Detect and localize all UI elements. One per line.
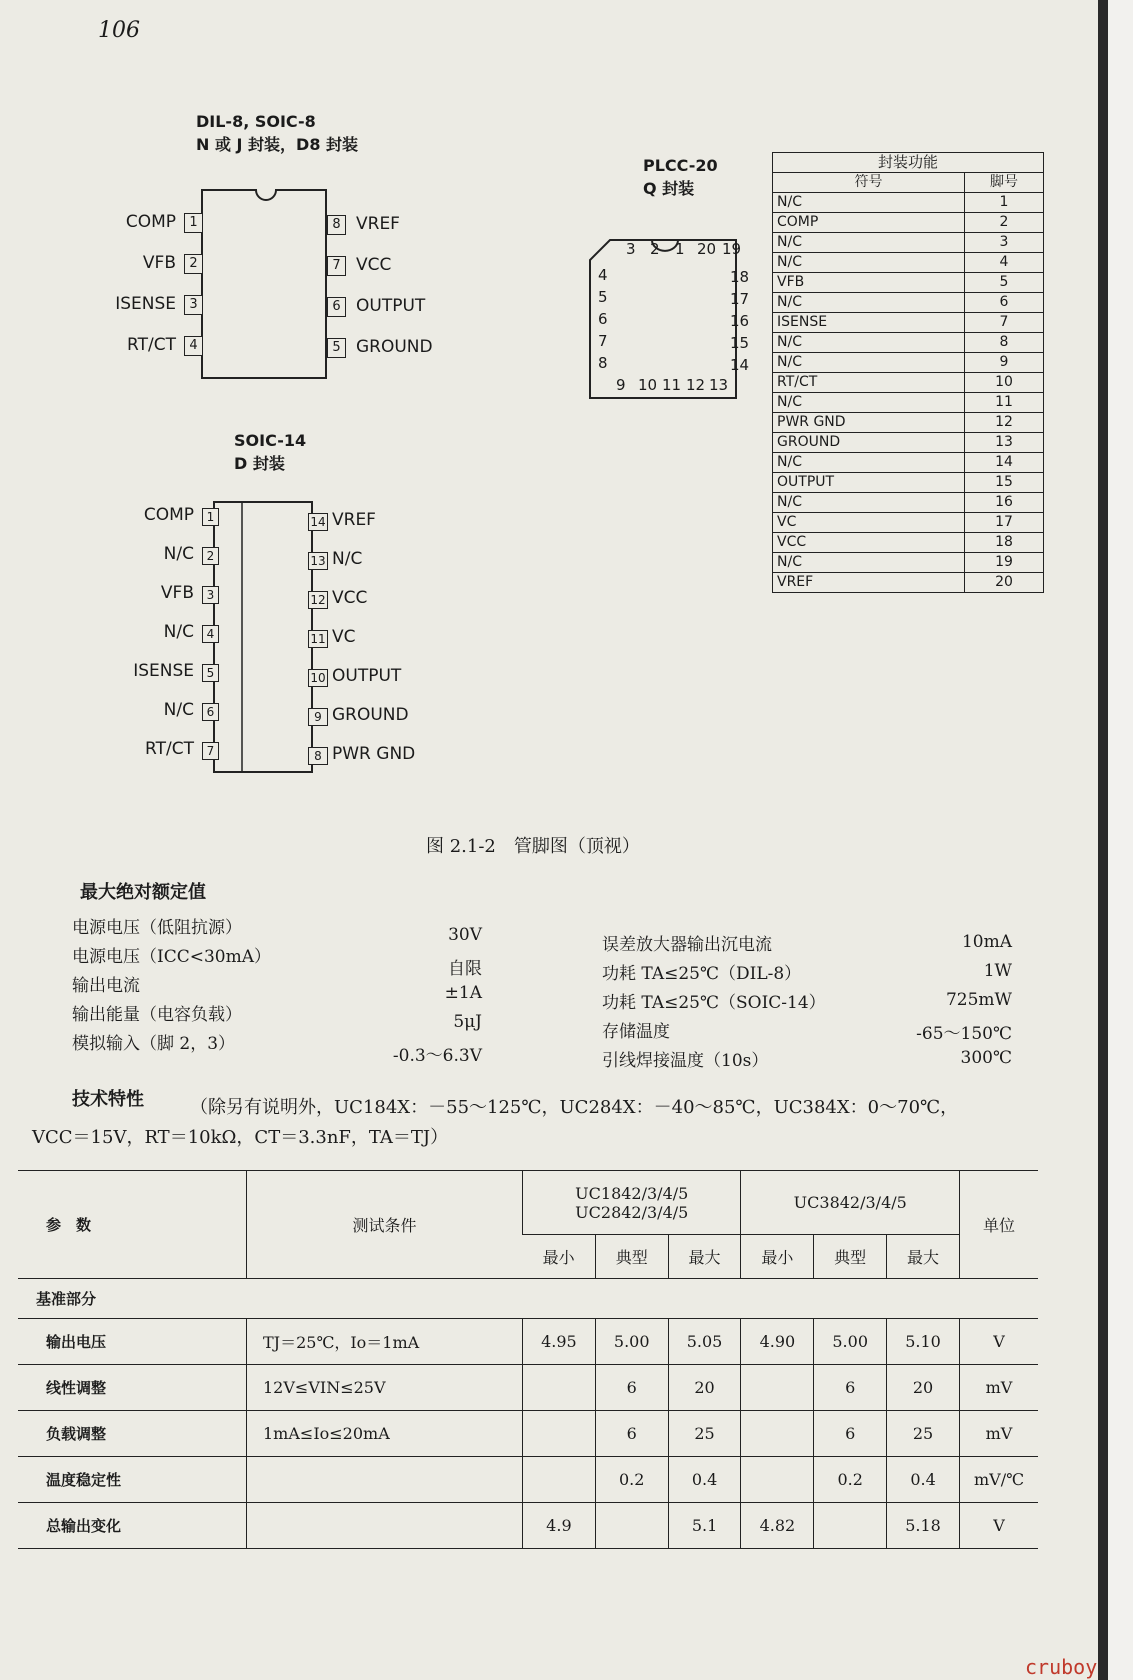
pin-table-row <box>773 193 1044 213</box>
spec-row <box>18 1411 1038 1457</box>
spec-section-label: 基准部分 <box>18 1279 1038 1319</box>
max-rating-label: 存储温度 <box>602 1022 670 1042</box>
plcc20-heading-line2: Q 封装 <box>643 179 695 198</box>
pin-table-row <box>773 553 1044 573</box>
soic14-pin-label: VREF <box>332 510 376 530</box>
spec-value-g2-max: 0.4 <box>887 1457 960 1503</box>
dil8-pin-number: 5 <box>327 338 346 358</box>
soic14-package-outline <box>212 500 316 774</box>
max-rating-value: 5μJ <box>453 1012 482 1032</box>
pin-table-symbol: N/C <box>773 293 965 313</box>
plcc20-pin-number: 7 <box>598 332 608 350</box>
max-rating-value: 自限 <box>448 959 482 979</box>
pin-table-symbol: N/C <box>773 553 965 573</box>
dil8-pin-number: 6 <box>327 297 346 317</box>
soic14-pin-number: 14 <box>308 513 328 531</box>
dil8-pin-number: 2 <box>184 254 203 274</box>
max-rating-label: 电源电压（ICC<30mA） <box>72 947 272 967</box>
plcc20-pin-number: 5 <box>598 288 608 306</box>
pin-table-pin: 10 <box>965 373 1044 393</box>
pin-table-symbol: N/C <box>773 453 965 473</box>
spec-value-g1-max: 20 <box>668 1365 741 1411</box>
dil8-pin-number: 1 <box>184 213 203 233</box>
spec-value-g1-max: 0.4 <box>668 1457 741 1503</box>
pin-function-table <box>772 152 1044 593</box>
tech-conditions-line1: （除另有说明外，UC184X：－55～125℃，UC284X：－40～85℃，UC384X：0～70℃， <box>190 1097 959 1118</box>
plcc20-pin-number: 3 <box>626 240 636 258</box>
pin-table-pin: 12 <box>965 413 1044 433</box>
plcc20-pin-number: 4 <box>598 266 608 284</box>
dil8-heading-line2: N 或 J 封装，D8 封装 <box>196 135 359 154</box>
spec-value-unit: V <box>960 1319 1039 1365</box>
tech-conditions-line2: VCC＝15V，RT＝10kΩ，CT＝3.3nF，TA＝TJ） <box>32 1127 449 1148</box>
pin-table-pin: 6 <box>965 293 1044 313</box>
dil8-pin-label: COMP <box>125 212 176 232</box>
soic14-pin-label: GROUND <box>332 705 409 725</box>
figure-caption: 图 2.1-2 管脚图（顶视） <box>426 836 640 857</box>
soic14-pin-number: 4 <box>202 625 219 643</box>
spec-header-group1 <box>523 1171 741 1235</box>
max-rating-value: 10mA <box>961 932 1012 952</box>
pin-table-row <box>773 213 1044 233</box>
soic14-pin-label: N/C <box>163 700 194 720</box>
pin-table-pin: 9 <box>965 353 1044 373</box>
spec-value-unit: mV <box>960 1365 1039 1411</box>
pin-table-symbol: OUTPUT <box>773 473 965 493</box>
soic14-pin-label: N/C <box>163 622 194 642</box>
spec-row <box>18 1457 1038 1503</box>
spec-value-g2-min <box>741 1411 814 1457</box>
dil8-pin-number: 4 <box>184 336 203 356</box>
pin-table-row <box>773 493 1044 513</box>
max-rating-value: 725mW <box>945 990 1012 1010</box>
dil8-pin-label: VFB <box>142 253 176 273</box>
max-rating-label: 电源电压（低阻抗源） <box>72 918 242 938</box>
dil8-package-outline <box>200 188 330 380</box>
pin-table-symbol: N/C <box>773 233 965 253</box>
spec-value-g1-min: 4.9 <box>523 1503 596 1549</box>
soic14-pin-label: N/C <box>332 549 363 569</box>
dil8-pin-label: VREF <box>356 214 400 234</box>
plcc20-heading-line1: PLCC-20 <box>643 156 718 175</box>
pin-table-symbol: N/C <box>773 353 965 373</box>
dil8-pin-label: VCC <box>356 255 392 275</box>
soic14-pin-number: 3 <box>202 586 219 604</box>
spec-value-unit: mV <box>960 1411 1039 1457</box>
pin-table-pin: 2 <box>965 213 1044 233</box>
spec-value-unit: mV/℃ <box>960 1457 1039 1503</box>
pin-table-symbol: VC <box>773 513 965 533</box>
spec-param: 温度稳定性 <box>18 1457 247 1503</box>
plcc20-pin-number: 20 <box>697 240 717 258</box>
spec-value-g2-typ: 5.00 <box>814 1319 887 1365</box>
soic14-pin-number: 11 <box>308 630 328 648</box>
plcc20-pin-number: 12 <box>686 376 706 394</box>
spec-row <box>18 1319 1038 1365</box>
pin-table-pin: 13 <box>965 433 1044 453</box>
dil8-pin-label: OUTPUT <box>356 296 426 316</box>
plcc20-pin-number: 16 <box>730 312 750 330</box>
watermark: cruboy <box>1025 1655 1098 1679</box>
soic14-pin-label: PWR GND <box>332 744 416 764</box>
pin-table-pin: 17 <box>965 513 1044 533</box>
pin-table-pin: 5 <box>965 273 1044 293</box>
pin-table-symbol: VCC <box>773 533 965 553</box>
spec-value-g2-typ <box>814 1503 887 1549</box>
max-rating-label: 引线焊接温度（10s） <box>602 1051 769 1071</box>
spec-value-g1-max: 5.05 <box>668 1319 741 1365</box>
plcc20-pin-number: 17 <box>730 290 750 308</box>
soic14-heading-line1: SOIC-14 <box>234 431 307 450</box>
pin-table-symbol: PWR GND <box>773 413 965 433</box>
soic14-pin-label: N/C <box>163 544 194 564</box>
soic14-pin-label: ISENSE <box>133 661 194 681</box>
soic14-pin-number: 13 <box>308 552 328 570</box>
spec-condition: 12V≤VIN≤25V <box>247 1365 523 1411</box>
pin-table-pin: 20 <box>965 573 1044 593</box>
book-spine <box>1098 0 1108 1680</box>
spec-value-g1-typ: 6 <box>595 1411 668 1457</box>
pin-table-pin: 11 <box>965 393 1044 413</box>
soic14-pin-number: 10 <box>308 669 328 687</box>
pin-table-row <box>773 513 1044 533</box>
pin-table-symbol: N/C <box>773 393 965 413</box>
spec-header-g1-typ: 典型 <box>595 1235 668 1279</box>
spec-value-g2-min <box>741 1457 814 1503</box>
plcc20-pin-number: 9 <box>616 376 626 394</box>
soic14-pin-label: COMP <box>143 505 194 525</box>
spec-value-g1-typ: 5.00 <box>595 1319 668 1365</box>
max-rating-label: 模拟输入（脚 2，3） <box>72 1034 236 1054</box>
spec-param: 负载调整 <box>18 1411 247 1457</box>
pin-table-pin: 7 <box>965 313 1044 333</box>
pin-table-row <box>773 293 1044 313</box>
pin-table-title: 封装功能 <box>773 153 1044 173</box>
pin-table-symbol: RT/CT <box>773 373 965 393</box>
dil8-pin-number: 7 <box>327 256 346 276</box>
max-rating-value: -65～150℃ <box>916 1024 1012 1044</box>
spec-value-unit: V <box>960 1503 1039 1549</box>
plcc20-pin-number: 10 <box>638 376 658 394</box>
spec-value-g1-max: 25 <box>668 1411 741 1457</box>
pin-table-symbol: N/C <box>773 193 965 213</box>
spec-row <box>18 1503 1038 1549</box>
spec-value-g1-typ <box>595 1503 668 1549</box>
pin-table-symbol: ISENSE <box>773 313 965 333</box>
soic14-pin-number: 2 <box>202 547 219 565</box>
pin-table-pin: 4 <box>965 253 1044 273</box>
pin-table-symbol: N/C <box>773 253 965 273</box>
page-number: 106 <box>98 18 140 43</box>
plcc20-pin-number: 1 <box>675 240 685 258</box>
pin-table-symbol: VREF <box>773 573 965 593</box>
dil8-pin-label: GROUND <box>356 337 433 357</box>
spec-header-g1-min: 最小 <box>523 1235 596 1279</box>
soic14-pin-number: 1 <box>202 508 219 526</box>
pin-table-row <box>773 413 1044 433</box>
spec-value-g2-typ: 6 <box>814 1411 887 1457</box>
max-rating-value: -0.3～6.3V <box>392 1046 482 1066</box>
pin-table-pin: 8 <box>965 333 1044 353</box>
dil8-pin-number: 3 <box>184 295 203 315</box>
soic14-pin-label: VCC <box>332 588 368 608</box>
pin-table-pin: 1 <box>965 193 1044 213</box>
pin-table-pin: 14 <box>965 453 1044 473</box>
spec-value-g2-min: 4.82 <box>741 1503 814 1549</box>
max-rating-value: 300℃ <box>960 1048 1012 1068</box>
spec-row <box>18 1365 1038 1411</box>
pin-table-pin: 18 <box>965 533 1044 553</box>
spec-header-g2-min: 最小 <box>741 1235 814 1279</box>
dil8-pin-number: 8 <box>327 215 346 235</box>
soic14-pin-number: 6 <box>202 703 219 721</box>
soic14-pin-number: 8 <box>308 747 328 765</box>
max-rating-value: 30V <box>448 925 482 945</box>
spec-value-g2-min <box>741 1365 814 1411</box>
soic14-pin-number: 7 <box>202 742 219 760</box>
pin-table-symbol: GROUND <box>773 433 965 453</box>
spec-header-param: 参 数 <box>18 1171 247 1279</box>
spec-header-g1-max: 最大 <box>668 1235 741 1279</box>
plcc20-pin-number: 14 <box>730 356 750 374</box>
dil8-heading-line1: DIL-8, SOIC-8 <box>196 112 316 131</box>
pin-table-row <box>773 473 1044 493</box>
spec-condition: 1mA≤Io≤20mA <box>247 1411 523 1457</box>
max-rating-label: 输出电流 <box>72 976 140 996</box>
spec-value-g1-min <box>523 1411 596 1457</box>
spec-header-group2: UC3842/3/4/5 <box>741 1171 960 1235</box>
pin-table-pin: 19 <box>965 553 1044 573</box>
spec-value-g1-min <box>523 1457 596 1503</box>
spec-value-g1-max: 5.1 <box>668 1503 741 1549</box>
soic14-pin-label: OUTPUT <box>332 666 402 686</box>
soic14-pin-label: VC <box>332 627 356 647</box>
plcc20-pin-number: 18 <box>730 268 750 286</box>
pin-table-symbol: COMP <box>773 213 965 233</box>
spec-value-g2-max: 25 <box>887 1411 960 1457</box>
max-rating-value: ±1A <box>444 983 482 1003</box>
pin-table-row <box>773 253 1044 273</box>
spec-header-group1-line1: UC1842/3/4/5 <box>575 1183 689 1203</box>
spec-value-g2-max: 5.10 <box>887 1319 960 1365</box>
max-rating-label: 功耗 TA≤25℃（DIL-8） <box>602 964 802 984</box>
pin-table-row <box>773 533 1044 553</box>
soic14-pin-label: VFB <box>160 583 194 603</box>
plcc20-pin-number: 8 <box>598 354 608 372</box>
spec-value-g2-max: 5.18 <box>887 1503 960 1549</box>
pin-table-row <box>773 233 1044 253</box>
spec-value-g2-typ: 0.2 <box>814 1457 887 1503</box>
pin-table-row <box>773 453 1044 473</box>
pin-table-row <box>773 373 1044 393</box>
max-rating-label: 输出能量（电容负载） <box>72 1005 242 1025</box>
pin-table-row <box>773 573 1044 593</box>
spec-value-g1-min: 4.95 <box>523 1319 596 1365</box>
pin-table-symbol: N/C <box>773 333 965 353</box>
spec-condition <box>247 1457 523 1503</box>
soic14-pin-label: RT/CT <box>145 739 194 759</box>
max-rating-label: 误差放大器输出沉电流 <box>602 935 772 955</box>
pin-table-row <box>773 433 1044 453</box>
plcc20-pin-number: 11 <box>662 376 682 394</box>
pin-table-row <box>773 313 1044 333</box>
spec-value-g2-typ: 6 <box>814 1365 887 1411</box>
spec-value-g1-typ: 6 <box>595 1365 668 1411</box>
soic14-pin-number: 5 <box>202 664 219 682</box>
max-rating-value: 1W <box>983 961 1012 981</box>
pin-table-pin: 3 <box>965 233 1044 253</box>
soic14-pin-number: 12 <box>308 591 328 609</box>
spec-param: 总输出变化 <box>18 1503 247 1549</box>
pin-table-col-pin: 脚号 <box>965 173 1044 193</box>
plcc20-pin-number: 15 <box>730 334 750 352</box>
soic14-pin-number: 9 <box>308 708 328 726</box>
spec-header-g2-typ: 典型 <box>814 1235 887 1279</box>
pin-table-row <box>773 333 1044 353</box>
dil8-pin-label: RT/CT <box>127 335 176 355</box>
max-rating-label: 功耗 TA≤25℃（SOIC-14） <box>602 993 826 1013</box>
max-ratings-title: 最大绝对额定值 <box>80 882 206 903</box>
spec-value-g1-typ: 0.2 <box>595 1457 668 1503</box>
spec-header-g2-max: 最大 <box>887 1235 960 1279</box>
pin-table-symbol: VFB <box>773 273 965 293</box>
spec-table-bottom-rule <box>18 1549 1038 1550</box>
pin-table-symbol: N/C <box>773 493 965 513</box>
pin-table-row <box>773 393 1044 413</box>
spec-header-unit: 单位 <box>960 1171 1039 1279</box>
pin-table-row <box>773 353 1044 373</box>
spec-header-cond: 测试条件 <box>247 1171 523 1279</box>
plcc20-pin-number: 2 <box>650 240 660 258</box>
spec-value-g2-max: 20 <box>887 1365 960 1411</box>
spec-header-group1-line2: UC2842/3/4/5 <box>575 1202 689 1222</box>
spec-param: 输出电压 <box>18 1319 247 1365</box>
dil8-pin-label: ISENSE <box>115 294 176 314</box>
spec-value-g2-min: 4.90 <box>741 1319 814 1365</box>
pin-table-col-symbol: 符号 <box>773 173 965 193</box>
plcc20-pin-number: 19 <box>722 240 742 258</box>
pin-table-pin: 16 <box>965 493 1044 513</box>
plcc20-pin-number: 6 <box>598 310 608 328</box>
plcc20-pin-number: 13 <box>709 376 729 394</box>
spec-condition: TJ＝25℃，Io＝1mA <box>247 1319 523 1365</box>
spec-value-g1-min <box>523 1365 596 1411</box>
page-edge <box>1108 0 1133 1680</box>
spec-param: 线性调整 <box>18 1365 247 1411</box>
pin-table-row <box>773 273 1044 293</box>
spec-table <box>18 1170 1038 1549</box>
spec-condition <box>247 1503 523 1549</box>
soic14-heading-line2: D 封装 <box>234 454 285 473</box>
pin-table-pin: 15 <box>965 473 1044 493</box>
tech-title: 技术特性 <box>72 1089 144 1110</box>
